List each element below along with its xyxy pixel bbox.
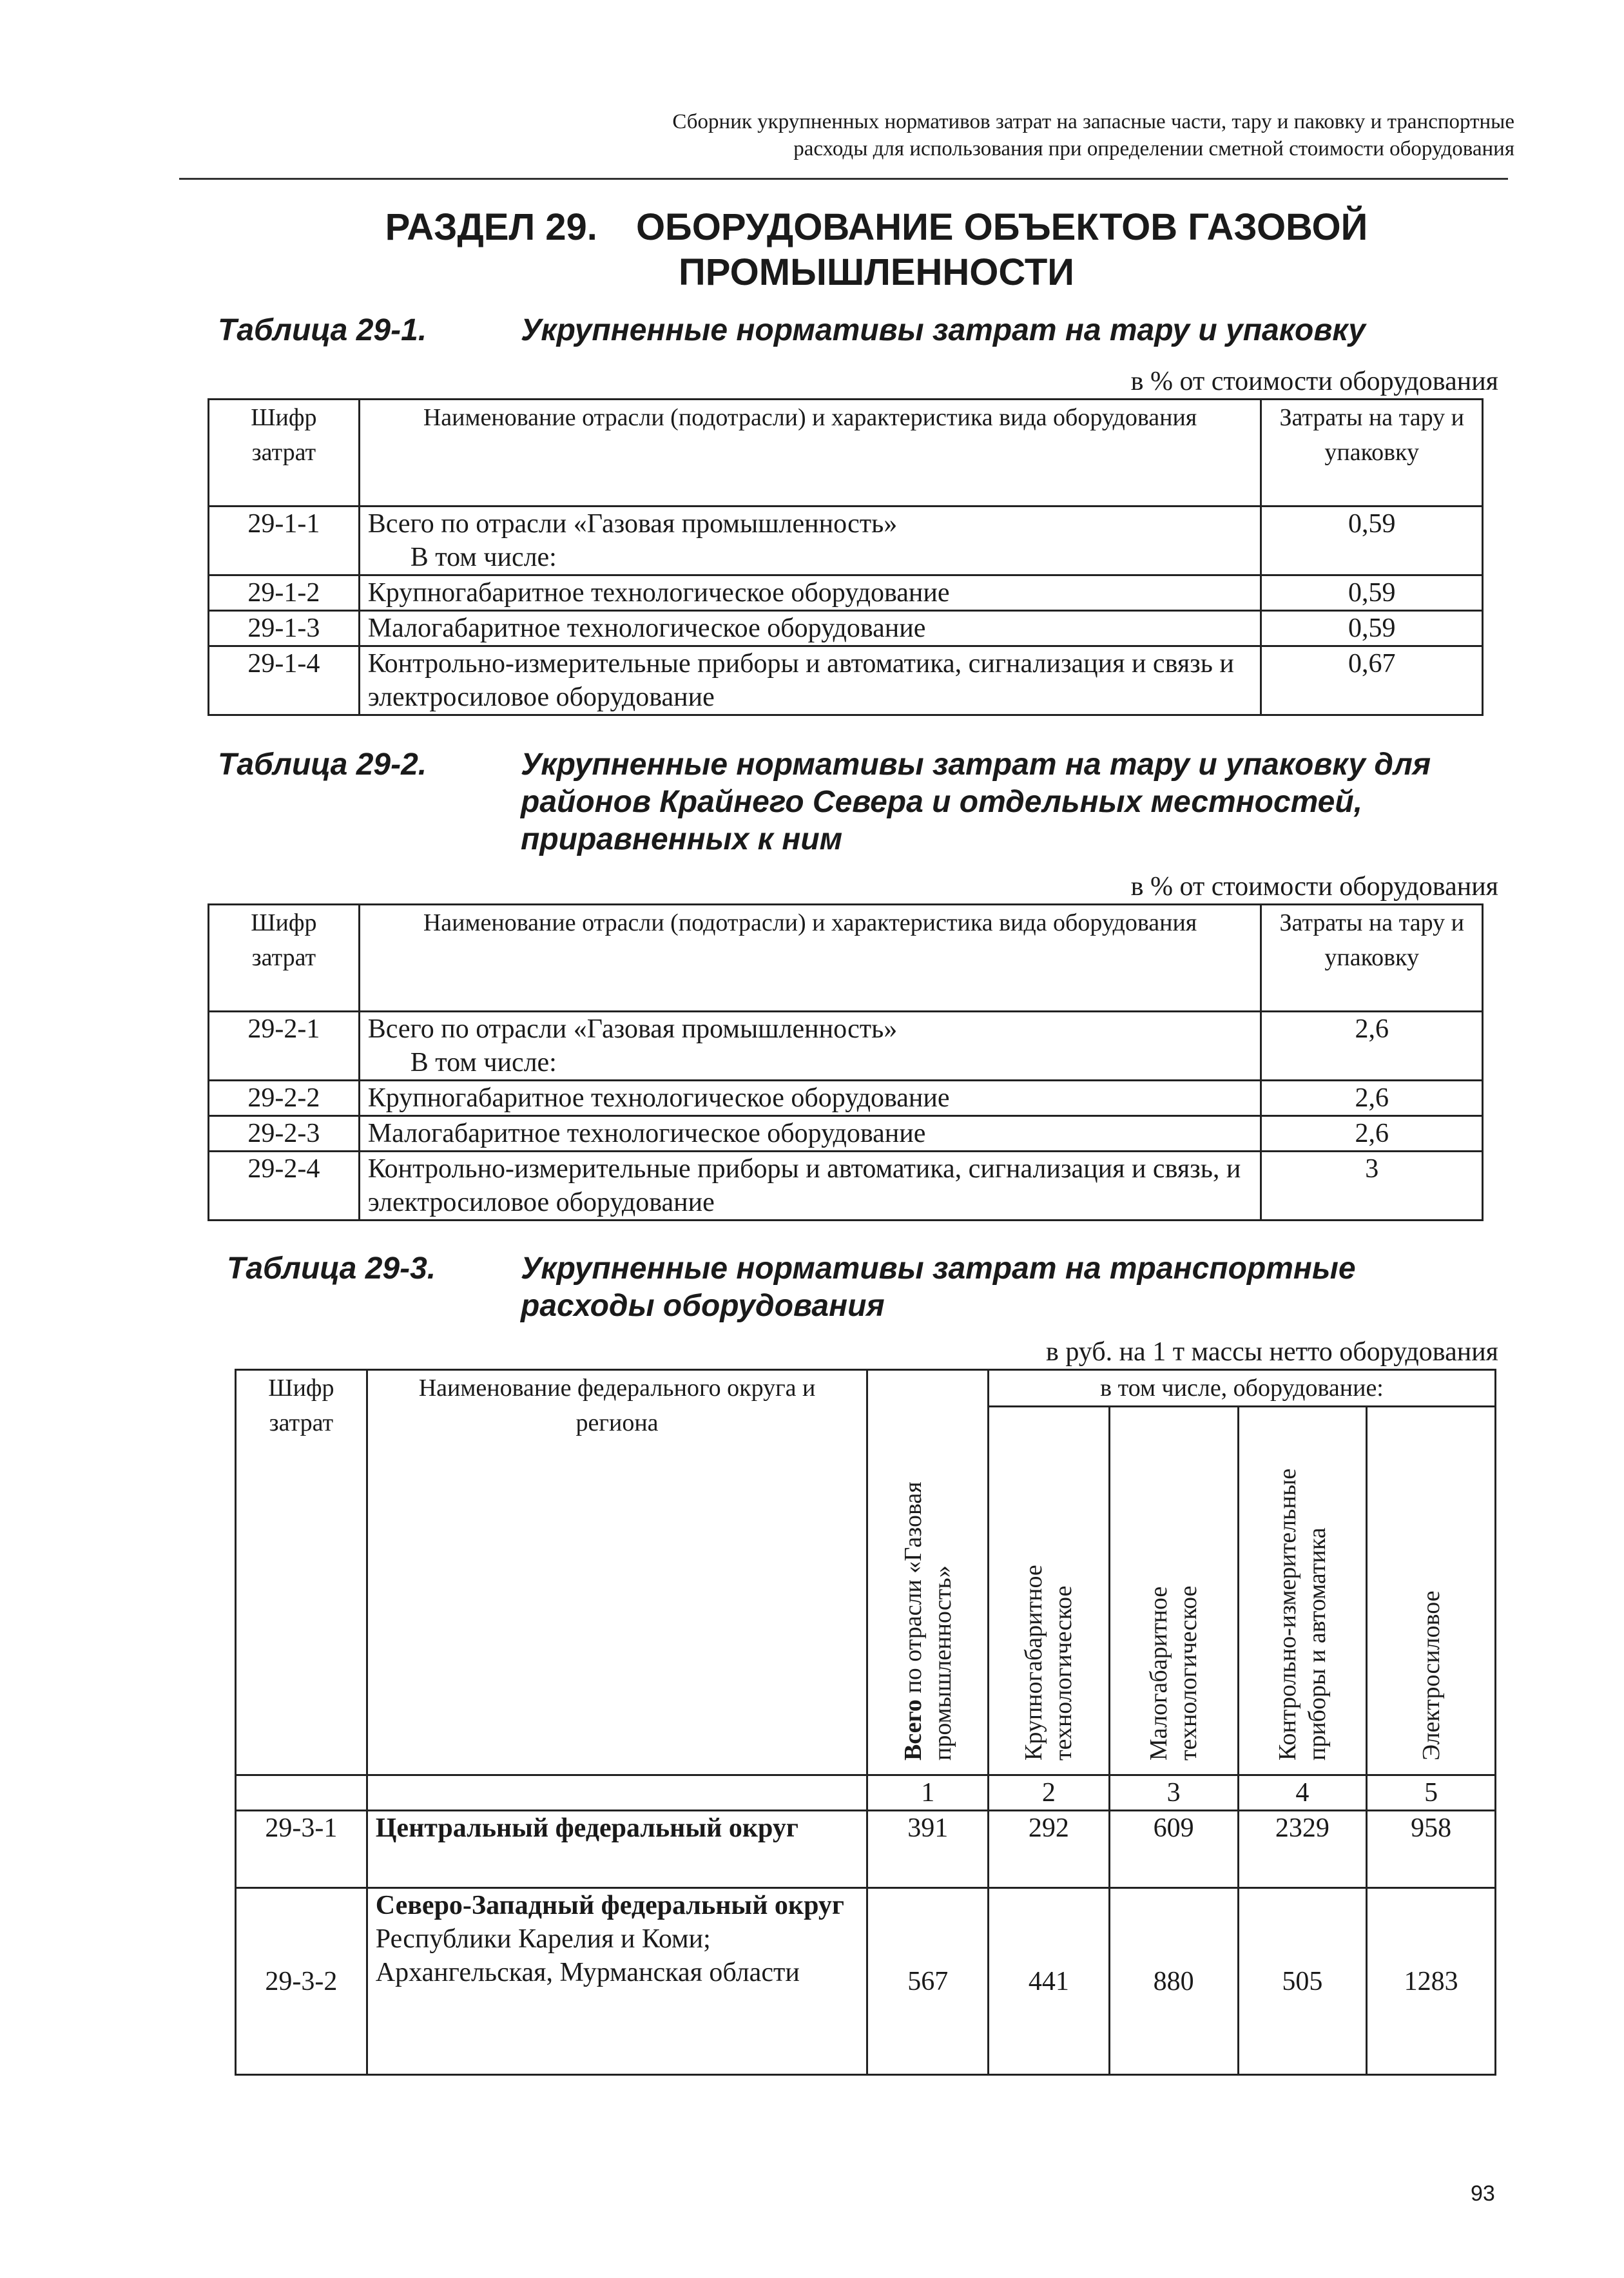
section-number: РАЗДЕЛ 29.	[385, 206, 597, 248]
table1-title: Укрупненные нормативы затрат на тару и упаковку	[521, 313, 1366, 347]
row-value: 0,67	[1261, 646, 1483, 715]
page-header	[193, 108, 1514, 162]
table3-header-col2	[989, 1407, 1110, 1775]
table-row	[209, 1081, 1483, 1116]
row-subtitle: В том числе:	[410, 543, 557, 572]
col-number: 2	[989, 1775, 1110, 1811]
section-title-line-2: ПРОМЫШЛЕННОСТИ	[679, 251, 1074, 293]
col5-label: Электросиловое	[1417, 1590, 1445, 1761]
row-value: 2329	[1238, 1811, 1367, 1888]
region-name: Северо-Западный федеральный округ	[375, 1891, 844, 1920]
table-row	[209, 575, 1483, 611]
col-number: 3	[1109, 1775, 1238, 1811]
table3-header-code: Шифр затрат	[236, 1370, 367, 1775]
table1-label: Таблица 29-1.	[218, 313, 427, 347]
col-number: 1	[867, 1775, 989, 1811]
row-name: Крупногабаритное технологическое оборудование	[359, 575, 1261, 611]
table3-unit: в руб. на 1 т массы нетто оборудования	[1045, 1337, 1498, 1367]
region-name: Центральный федеральный округ	[375, 1813, 798, 1843]
col-number: 5	[1367, 1775, 1496, 1811]
row-name	[359, 507, 1261, 575]
table1	[208, 398, 1484, 716]
row-code: 29-2-3	[209, 1116, 360, 1152]
row-code: 29-1-2	[209, 575, 360, 611]
row-value: 0,59	[1261, 575, 1483, 611]
table1-header-value: Затраты на тару и упаковку	[1261, 400, 1483, 507]
row-name	[367, 1811, 867, 1888]
empty-cell	[236, 1775, 367, 1811]
row-code: 29-2-1	[209, 1012, 360, 1081]
row-value: 609	[1109, 1811, 1238, 1888]
table3-header-name: Наименование федерального округа и региона	[367, 1370, 867, 1775]
table1-header-row	[209, 400, 1483, 507]
table-row	[209, 1152, 1483, 1221]
row-name	[367, 1888, 867, 2075]
table3-header-col3	[1109, 1407, 1238, 1775]
total-label-rest: по отрасли «Газовая промышленность»	[899, 1482, 956, 1761]
header-line-2: расходы для использования при определении сметной стоимости оборудования	[793, 137, 1514, 160]
table-row	[236, 1888, 1496, 2075]
row-value: 391	[867, 1811, 989, 1888]
table-row	[209, 1116, 1483, 1152]
row-value: 958	[1367, 1811, 1496, 1888]
header-line-1: Сборник укрупненных нормативов затрат на запасные части, тару и паковку и транспортные	[672, 110, 1514, 133]
section-title	[361, 205, 1392, 295]
col4-label: Контрольно-измерительные приборы и автоматика	[1273, 1468, 1331, 1761]
row-value: 0,59	[1261, 507, 1483, 575]
row-value: 880	[1109, 1888, 1238, 2075]
table2-header-name: Наименование отрасли (подотрасли) и характеристика вида оборудования	[359, 905, 1261, 1012]
row-subtitle: В том числе:	[410, 1048, 557, 1077]
row-name: Малогабаритное технологическое оборудование	[359, 1116, 1261, 1152]
section-title-line-1: ОБОРУДОВАНИЕ ОБЪЕКТОВ ГАЗОВОЙ	[635, 206, 1368, 248]
table-row	[209, 1012, 1483, 1081]
row-value: 2,6	[1261, 1012, 1483, 1081]
table3-title: Укрупненные нормативы затрат на транспортные расходы оборудования	[521, 1251, 1356, 1323]
row-name-text: Всего по отрасли «Газовая промышленность»	[367, 1014, 898, 1044]
table3-number-row	[236, 1775, 1496, 1811]
table1-header-name: Наименование отрасли (подотрасли) и характеристика вида оборудования	[359, 400, 1261, 507]
table3-header-group: в том числе, оборудование:	[989, 1370, 1496, 1407]
row-code: 29-1-3	[209, 611, 360, 646]
table2-unit: в % от стоимости оборудования	[1130, 872, 1498, 902]
col-number: 4	[1238, 1775, 1367, 1811]
total-label-bold: Всего	[899, 1699, 927, 1761]
col2-label: Крупногабаритное технологическое	[1020, 1565, 1078, 1761]
row-name: Малогабаритное технологическое оборудование	[359, 611, 1261, 646]
table2-header-value: Затраты на тару и упаковку	[1261, 905, 1483, 1012]
header-divider	[179, 178, 1508, 180]
table1-unit: в % от стоимости оборудования	[1130, 367, 1498, 396]
table-row	[236, 1811, 1496, 1888]
region-subjects: Республики Карелия и Коми; Архангельская, Мурманская области	[375, 1924, 800, 1987]
row-name-text: Всего по отрасли «Газовая промышленность»	[367, 509, 898, 539]
table3-header-row	[236, 1370, 1496, 1407]
row-name	[359, 1012, 1261, 1081]
table3-header-col4	[1238, 1407, 1367, 1775]
row-code: 29-2-4	[209, 1152, 360, 1221]
row-value: 441	[989, 1888, 1110, 2075]
table-row	[209, 507, 1483, 575]
table3-header-col5	[1367, 1407, 1496, 1775]
table3	[235, 1369, 1496, 2076]
row-name: Крупногабаритное технологическое оборудование	[359, 1081, 1261, 1116]
row-value: 2,6	[1261, 1081, 1483, 1116]
row-code: 29-2-2	[209, 1081, 360, 1116]
row-name: Контрольно-измерительные приборы и автоматика, сигнализация и связь, и электросиловое оборудование	[359, 1152, 1261, 1221]
row-value: 1283	[1367, 1888, 1496, 2075]
table1-header-code: Шифр затрат	[209, 400, 360, 507]
table3-header-total	[867, 1370, 989, 1775]
row-code: 29-1-4	[209, 646, 360, 715]
row-name: Контрольно-измерительные приборы и автоматика, сигнализация и связь и электросиловое оборудование	[359, 646, 1261, 715]
table-row	[209, 611, 1483, 646]
row-code: 29-3-2	[236, 1888, 367, 2075]
page-number: 93	[1471, 2181, 1495, 2206]
row-value: 2,6	[1261, 1116, 1483, 1152]
empty-cell	[367, 1775, 867, 1811]
table2-header-row	[209, 905, 1483, 1012]
table2-label: Таблица 29-2.	[218, 748, 427, 782]
row-value: 505	[1238, 1888, 1367, 2075]
row-value: 0,59	[1261, 611, 1483, 646]
row-value: 292	[989, 1811, 1110, 1888]
table3-label: Таблица 29-3.	[227, 1251, 436, 1286]
table2	[208, 903, 1484, 1221]
table2-title: Укрупненные нормативы затрат на тару и упаковку для районов Крайнего Севера и отдельных местностей, приравненных к ним	[521, 748, 1431, 856]
row-value: 567	[867, 1888, 989, 2075]
table2-header-code: Шифр затрат	[209, 905, 360, 1012]
col3-label: Малогабаритное технологическое	[1145, 1585, 1203, 1761]
row-value: 3	[1261, 1152, 1483, 1221]
row-code: 29-1-1	[209, 507, 360, 575]
table-row	[209, 646, 1483, 715]
row-code: 29-3-1	[236, 1811, 367, 1888]
